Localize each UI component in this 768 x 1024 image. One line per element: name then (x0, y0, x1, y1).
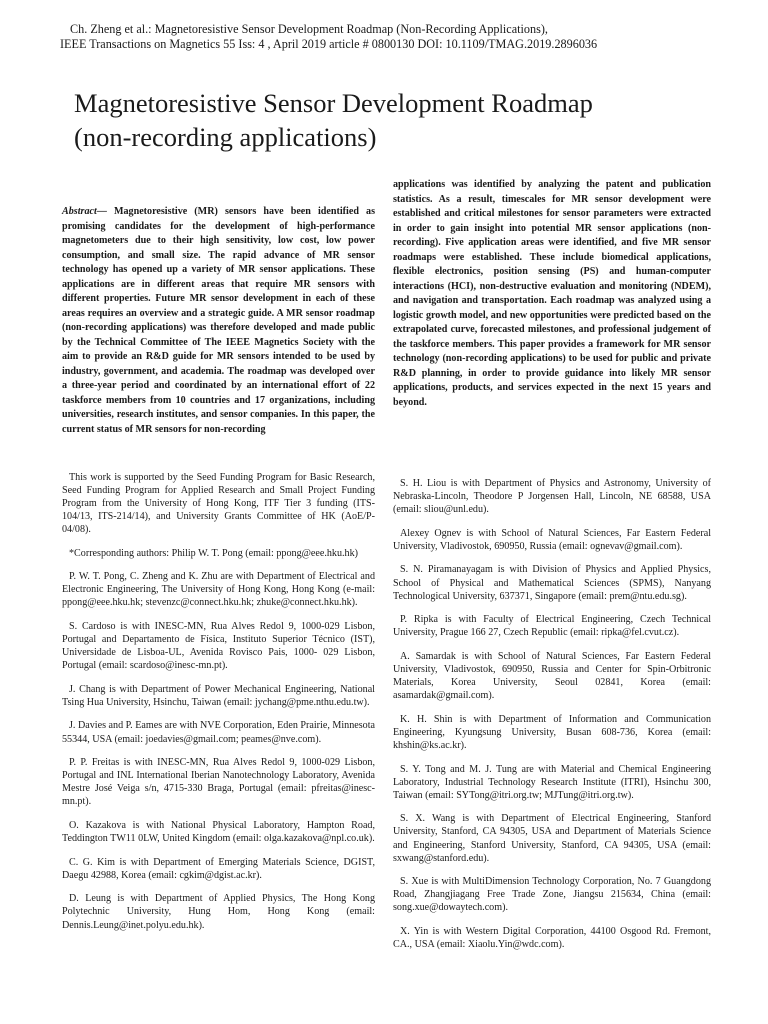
header-journal-line: IEEE Transactions on Magnetics 55 Iss: 4 , April 2019 article # 0800130 DOI: 10.1109/TMAG.2019.2896036 (60, 37, 598, 51)
abstract-left-column (62, 205, 375, 437)
footnotes-right-column (393, 477, 711, 962)
affiliation-footnote: J. Davies and P. Eames are with NVE Corporation, Eden Prairie, Minnesota 55344, USA (email: joedavies@gmail.com; peames@nve.com). (62, 720, 375, 745)
affiliation-footnote: S. N. Piramanayagam is with Division of Physics and Applied Physics, School of Physical and Mathematical Sciences (SPMS), Nanyang Technological University, 637371, Singapore (email: prem@ntu.edu.sg). (393, 564, 711, 602)
abstract-lead: Abstract (62, 206, 97, 217)
abstract-right-column (393, 178, 711, 410)
running-header (60, 22, 720, 52)
footnotes-left-column (62, 471, 375, 942)
affiliation-footnote: P. P. Freitas is with INESC-MN, Rua Alves Redol 9, 1000-029 Lisbon, Portugal and INL International Iberian Nanotechnology Laboratory, Avenida Mestre José Veiga s/n, 4715-330 Braga, Portugal (email: pfreitas@inesc-mn.pt). (62, 757, 375, 808)
affiliation-footnote: K. H. Shin is with Department of Information and Communication Engineering, Kyungsung University, Busan 608-736, Korea (email: khshin@ks.ac.kr). (393, 713, 711, 751)
affiliation-footnote: S. Cardoso is with INESC-MN, Rua Alves Redol 9, 1000-029 Lisbon, Portugal and Departamento de Física, Instituto Superior Técnico (IST), Universidade de Lisboa-UL, Avenida Rovisco Pais, 1000- 029 Lisbon, Portugal (email: scardoso@inesc-mn.pt). (62, 620, 375, 672)
affiliation-footnote: A. Samardak is with School of Natural Sciences, Far Eastern Federal University, Vladivostok, 690950, Russia and Center for Spin-Orbitronic Materials, Korea University, Seoul 02841, Korea (email: asamardak@gmail.com). (393, 650, 711, 702)
affiliation-footnote: S. Y. Tong and M. J. Tung are with Material and Chemical Engineering Laboratory, Industrial Technology Research Institute (ITRI), Hsinchu 300, Taiwan (email: SYTong@itri.org.tw; MJTung@itri.org.tw). (393, 763, 711, 801)
title-line-2: (non-recording applications) (74, 122, 377, 152)
abstract-text-right: applications was identified by analyzing the patent and publication statistics. As a result, timescales for MR sensor development were established and critical milestones for sensor parameters were extracted in order to gain insight into potential MR sensor applications (non-recording). Five application areas were identified, and five MR sensor roadmaps were established. These include biomedical applications, flexible electronics, position sensing (PS) and human-computer interactions (HCI), non-destructive evaluation and monitoring (NDEM), and navigation and transportation. Each roadmap was analyzed using a logistic growth model, and new opportunities were predicted based on the extrapolated curve, forecasted milestones, and professional judgement of the taskforce members. This paper provides a framework for MR sensor technology (non-recording applications) to be used for public and private R&D planning, in order to provide guidance into likely MR sensor applications, products, and services expected in the next 15 years and beyond. (393, 179, 711, 408)
affiliation-footnote: S. H. Liou is with Department of Physics and Astronomy, University of Nebraska-Lincoln, Theodore P Jorgensen Hall, Lincoln, NE 68588, USA (email: sliou@unl.edu). (393, 478, 711, 516)
paper-title (74, 86, 714, 154)
affiliation-footnote: S. X. Wang is with Department of Electrical Engineering, Stanford University, Stanford, CA 94305, USA and Department of Materials Science and Engineering, Stanford University, Stanford, CA 94305, USA (email: sxwang@stanford.edu). (393, 813, 711, 864)
header-citation-line: Ch. Zheng et al.: Magnetoresistive Sensor Development Roadmap (Non-Recording Applications), (70, 22, 548, 36)
abstract-text-left: — Magnetoresistive (MR) sensors have been identified as promising candidates for the development of high-performance magnetometers due to their high sensitivity, low cost, low power consumption, and small size. The rapid advance of MR sensor technology has opened up a variety of MR sensor applications. These applications are in different areas that require MR sensors with different properties. Future MR sensor development in each of these areas requires an overview and a strategic guide. A MR sensor roadmap (non-recording applications) was therefore developed and made public by the Technical Committee of The IEEE Magnetics Society with the aim to provide an R&D guide for MR sensors intended to be used by industry, government, and academia. The roadmap was developed over a three-year period and coordinated by an international effort of 22 taskforce members from 10 countries and 17 organizations, including universities, research institutes, and sensor companies. In this paper, the current status of MR sensors for non-recording (62, 206, 375, 435)
title-line-1: Magnetoresistive Sensor Development Roadmap (74, 88, 593, 118)
corresponding-author-footnote: *Corresponding authors: Philip W. T. Pong (email: ppong@eee.hku.hk) (69, 547, 358, 559)
affiliation-footnote: O. Kazakova is with National Physical Laboratory, Hampton Road, Teddington TW11 0LW, United Kingdom (email: olga.kazakova@npl.co.uk). (62, 819, 375, 845)
affiliation-footnote: D. Leung is with Department of Applied Physics, The Hong Kong Polytechnic University, Hung Hom, Hong Kong (email: Dennis.Leung@inet.polyu.edu.hk). (62, 893, 375, 931)
affiliation-footnote: P. W. T. Pong, C. Zheng and K. Zhu are with Department of Electrical and Electronic Engineering, The University of Hong Kong, Hong Kong (e-mail: ppong@eee.hku.hk; stevenzc@connect.hku.hk; zhuke@connect.hku.hk). (62, 571, 375, 609)
affiliation-footnote: S. Xue is with MultiDimension Technology Corporation, No. 7 Guangdong Road, Zhangjiagang Free Trade Zone, Jiangsu 215634, China (email: song.xue@dowaytech.com). (393, 876, 711, 914)
affiliation-footnote: P. Ripka is with Faculty of Electrical Engineering, Czech Technical University, Prague 166 27, Czech Republic (email: ripka@fel.cvut.cz). (393, 614, 711, 639)
affiliation-footnote: Alexey Ognev is with School of Natural Sciences, Far Eastern Federal University, Vladivostok, 690950, Russia (email: ognevav@gmail.com). (393, 527, 711, 552)
affiliation-footnote: C. G. Kim is with Department of Emerging Materials Science, DGIST, Daegu 42988, Korea (email: cgkim@dgist.ac.kr). (62, 856, 375, 881)
affiliation-footnote: J. Chang is with Department of Power Mechanical Engineering, National Tsing Hua University, Hsinchu, Taiwan (email: jychang@pme.nthu.edu.tw). (62, 683, 375, 708)
affiliation-footnote: X. Yin is with Western Digital Corporation, 44100 Osgood Rd. Fremont, CA., USA (email: Xiaolu.Yin@wdc.com). (393, 926, 711, 951)
abstract-paragraph (62, 205, 375, 437)
funding-footnote: This work is supported by the Seed Funding Program for Basic Research, Seed Funding Program for Applied Research and Small Project Funding Program from the University of Hong Kong, ITF Tier 3 funding (ITS-104/13, ITS-214/14), and University Grants Committee of HK (AoE/P-04/08). (62, 472, 375, 536)
